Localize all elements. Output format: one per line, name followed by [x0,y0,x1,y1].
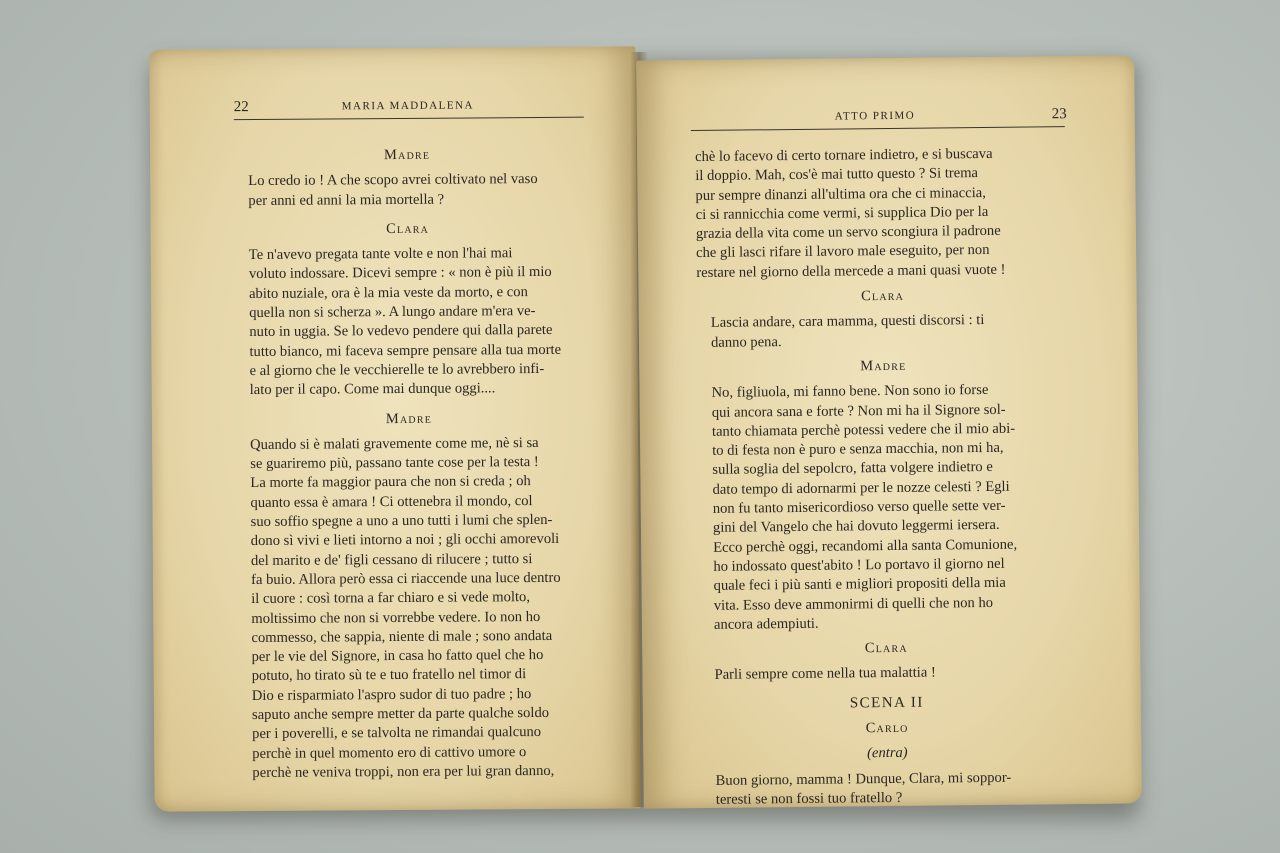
dialogue-paragraph [700,663,1072,686]
text-line: Lascia andare, cara mamma, questi discorsi : ti [710,312,985,332]
text-line: Buon giorno, mamma ! Dunque, Clara, mi soppor- [715,769,1012,789]
text-line: ancora adempiuti. [713,615,819,633]
dialogue-paragraph [695,144,1068,283]
header-rule [691,126,1065,131]
text-line: restare nel giorno della mercede a mani quasi vuote ! [696,261,1006,281]
speaker-name: Clara [861,287,905,305]
text-line: La morte fa maggior paura che non si creda ; oh [250,473,531,492]
right-page [636,55,1142,808]
page-number: 23 [1051,106,1067,123]
text-line: per anni ed anni la mia mortella ? [248,191,445,209]
text-line: teresti se non fossi tuo fratello ? [715,789,903,808]
text-line: fa buio. Allora però essa ci riaccende una luce dentro [250,569,561,588]
text-line: nuto in uggia. Se lo vedevo pendere qui dalla parete [249,322,553,341]
text-line: dato tempo di adornarmi per le nozze celesti ? Egli [712,478,1010,498]
speaker-name: Madre [860,357,907,375]
dialogue-paragraph [697,380,1072,635]
dialogue-paragraph [697,310,1069,352]
text-line: perchè in quel momento ero di cattivo umore o [252,743,527,762]
scene-heading: SCENA II [849,694,924,712]
text-line: abito nuziale, ora è la mia veste da morto, e con [248,283,528,302]
text-line: sulla soglia del sepolcro, fatta volgere indietro e [712,459,993,479]
left-page [149,46,640,811]
text-line: quella non si scherza ». A lungo andare m'era ve- [249,303,536,322]
text-line: che gli lasci rifare il lavoro male eseguito, per non [696,242,990,262]
text-line: to di festa non è puro e senza macchia, non mi ha, [712,439,1004,460]
text-line: tutto bianco, mi faceva sempre pensare alla tua morte [249,341,562,360]
text-line: tanto chiamata perchè potessi vedere che il mio abi- [711,420,1016,440]
text-line: pur sempre dinanzi all'ultima ora che ci minaccia, [695,184,986,204]
text-line: voluto indossare. Dicevi sempre : « non è più il mio [248,264,552,283]
text-line: danno pena. [710,333,782,351]
text-line: Dio e risparmiato l'aspro sudor di tuo padre ; ho [251,685,532,704]
speaker-name: Madre [383,146,431,164]
running-head: MARIA MADDALENA [341,99,474,113]
text-line: Te n'avevo pregata tante volte e non l'hai mai [248,245,513,264]
text-line: dono sì vivi e lieti intorno a noi ; gli occhi amorevoli [250,531,560,550]
text-line: No, figliuola, mi fanno bene. Non sono io forse [711,382,989,402]
text-line: quanto essa è amara ! Ci ottenebra il mondo, col [250,492,533,511]
header-rule [234,117,584,120]
text-line: qui ancora sana e forte ? Non mi ha il Signore sol- [711,401,1006,421]
page-number: 22 [233,99,249,116]
text-line: ci si rannicchia come vermi, si supplica Dio per la [695,203,989,223]
text-line: Quando si è malati gravemente come me, nè si sa [250,434,539,453]
text-line: Lo credo io ! A che scopo avrei coltivato nel vaso [248,171,538,190]
text-line: Ecco perchè oggi, recandomi alla santa Comunione, [713,536,1018,556]
stage-direction: (entra) [867,745,908,762]
speaker-name: Madre [385,410,433,427]
text-line: del marito e de' figli cessano di rilucere ; tutto si [250,550,533,569]
right-page-text [695,144,1074,810]
text-line: vita. Esso deve ammonirmi di quelli che non ho [713,594,994,614]
left-page-header [150,88,636,119]
speaker-name: Clara [386,220,430,237]
text-line: commesso, che sappia, niente di male ; sono andata [251,627,553,646]
dialogue-paragraph [702,768,1074,810]
text-line: moltissimo che non si vorrebbe vedere. Io non ho [251,608,541,627]
text-line: il doppio. Mah, cos'è mai tutto questo ? Si trema [695,165,979,185]
text-line: chè lo facevo di certo tornare indietro, e si buscava [695,145,993,166]
text-line: potuto, ho tirato sù te e tuo fratello nel timor di [251,666,527,685]
text-line: Parli sempre come nella tua malattia ! [714,664,936,684]
speaker-name: Clara [864,639,908,657]
text-line: suo soffio spegne a uno a uno tutti i lumi che splen- [250,511,553,531]
text-line: il cuore : così torna a far chiaro e si vede molto, [251,589,531,608]
text-line: per le vie del Signore, in casa ho fatto quel che ho [251,647,544,666]
text-line: perchè ne veniva troppi, non era per lui gran danno, [252,762,555,781]
text-line: saputo anche sempre metter da parte qualche soldo [251,704,550,724]
dialogue-paragraph [234,170,580,211]
text-line: lato per il capo. Come mai dunque oggi.... [249,380,496,399]
dialogue-paragraph [236,434,584,784]
dialogue-paragraph [235,244,582,401]
text-line: per i poverelli, e se talvolta ne rimandai qualcuno [252,724,542,743]
text-line: non fu tanto misericordioso verso quelle sette ver- [712,497,1006,517]
text-line: gini del Vangelo che hai dovuto leggermi iersera. [712,517,1000,537]
running-head: ATTO PRIMO [834,109,916,123]
right-page-header [637,97,1135,130]
text-line: grazia della vita come un servo scongiura il padrone [695,223,1001,243]
text-line: ho indossato quest'abito ! Lo portavo il giorno nel [713,555,1005,575]
text-line: e al giorno che le vecchierelle te lo avrebbero infi- [249,360,545,379]
speaker-name: Carlo [865,719,909,737]
text-line: se guariremo più, passano tante cose per la testa ! [250,454,539,473]
text-line: quale feci i più santi e migliori propositi della mia [713,575,1006,595]
left-page-text [234,135,585,784]
